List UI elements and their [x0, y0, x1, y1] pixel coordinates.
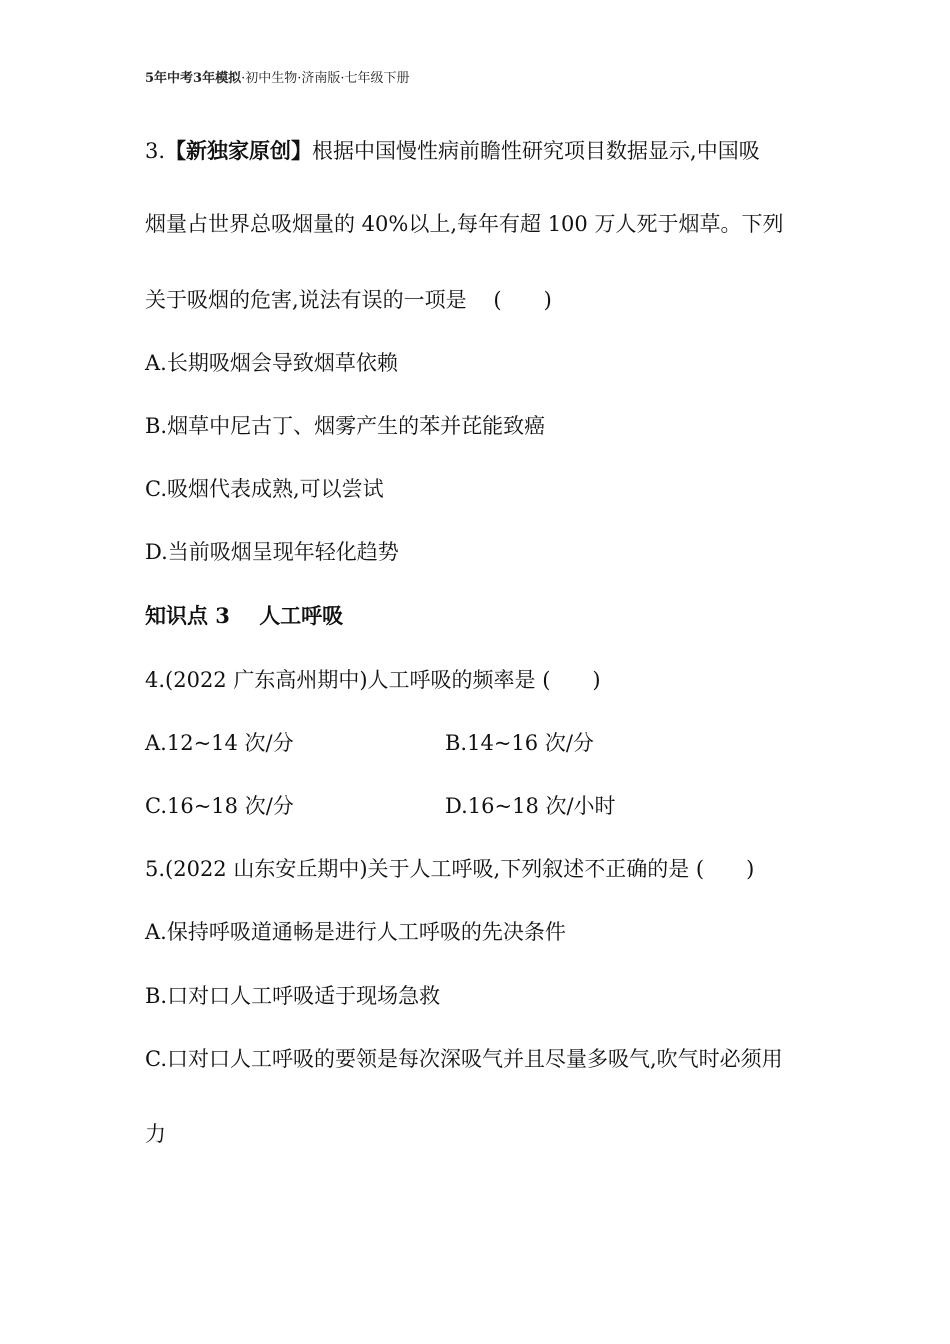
- q3-stem-part3: 关于吸烟的危害,说法有误的一项是: [145, 288, 467, 312]
- q3-number: 3.: [145, 139, 166, 163]
- q3-answer-paren: ( ): [493, 288, 552, 312]
- book-series-subtitle: ·初中生物·济南版·七年级下册: [241, 71, 410, 86]
- q4-option-b: B.14~16 次/分: [445, 731, 594, 755]
- q5-option-b: B.口对口人工呼吸适于现场急救: [145, 984, 441, 1008]
- q5-stem-line: [145, 855, 754, 883]
- q3-option-c: C.吸烟代表成熟,可以尝试: [145, 477, 384, 501]
- q3-line2: 烟量占世界总吸烟量的 40%以上,每年有超 100 万人死于烟草。下列: [145, 212, 784, 236]
- q4-option-a: A.12~14 次/分: [145, 731, 294, 755]
- section-title: 人工呼吸: [259, 603, 344, 628]
- q4-option-d: D.16~18 次/小时: [445, 794, 616, 818]
- q3-stem-part1: 根据中国慢性病前瞻性研究项目数据显示,中国吸: [312, 139, 760, 163]
- section-heading: [145, 602, 343, 630]
- q5-stem: 5.(2022 山东安丘期中)关于人工呼吸,下列叙述不正确的是: [145, 857, 690, 881]
- q3-option-d: D.当前吸烟呈现年轻化趋势: [145, 540, 399, 564]
- q3-option-b: B.烟草中尼古丁、烟雾产生的苯并芘能致癌: [145, 414, 546, 438]
- page-header: [145, 67, 410, 86]
- q5-option-c-continued: 力: [145, 1122, 166, 1146]
- q5-option-a: A.保持呼吸道通畅是进行人工呼吸的先决条件: [145, 920, 566, 944]
- q4-stem-line: [145, 666, 601, 694]
- q3-option-a: A.长期吸烟会导致烟草依赖: [145, 351, 398, 375]
- q3-line1: [145, 137, 760, 165]
- q4-option-c: C.16~18 次/分: [145, 794, 294, 818]
- q4-answer-paren: ( ): [542, 668, 601, 692]
- q3-original-tag: 【新独家原创】: [165, 138, 313, 163]
- q3-line3: [145, 286, 552, 314]
- q5-answer-paren: ( ): [695, 857, 755, 881]
- section-label: 知识点 3: [145, 603, 230, 628]
- q4-stem: 4.(2022 广东高州期中)人工呼吸的频率是: [145, 668, 536, 692]
- book-series-title: 5年中考3年模拟: [145, 71, 242, 86]
- q5-option-c: C.口对口人工呼吸的要领是每次深吸气并且尽量多吸气,吹气时必须用: [145, 1047, 783, 1071]
